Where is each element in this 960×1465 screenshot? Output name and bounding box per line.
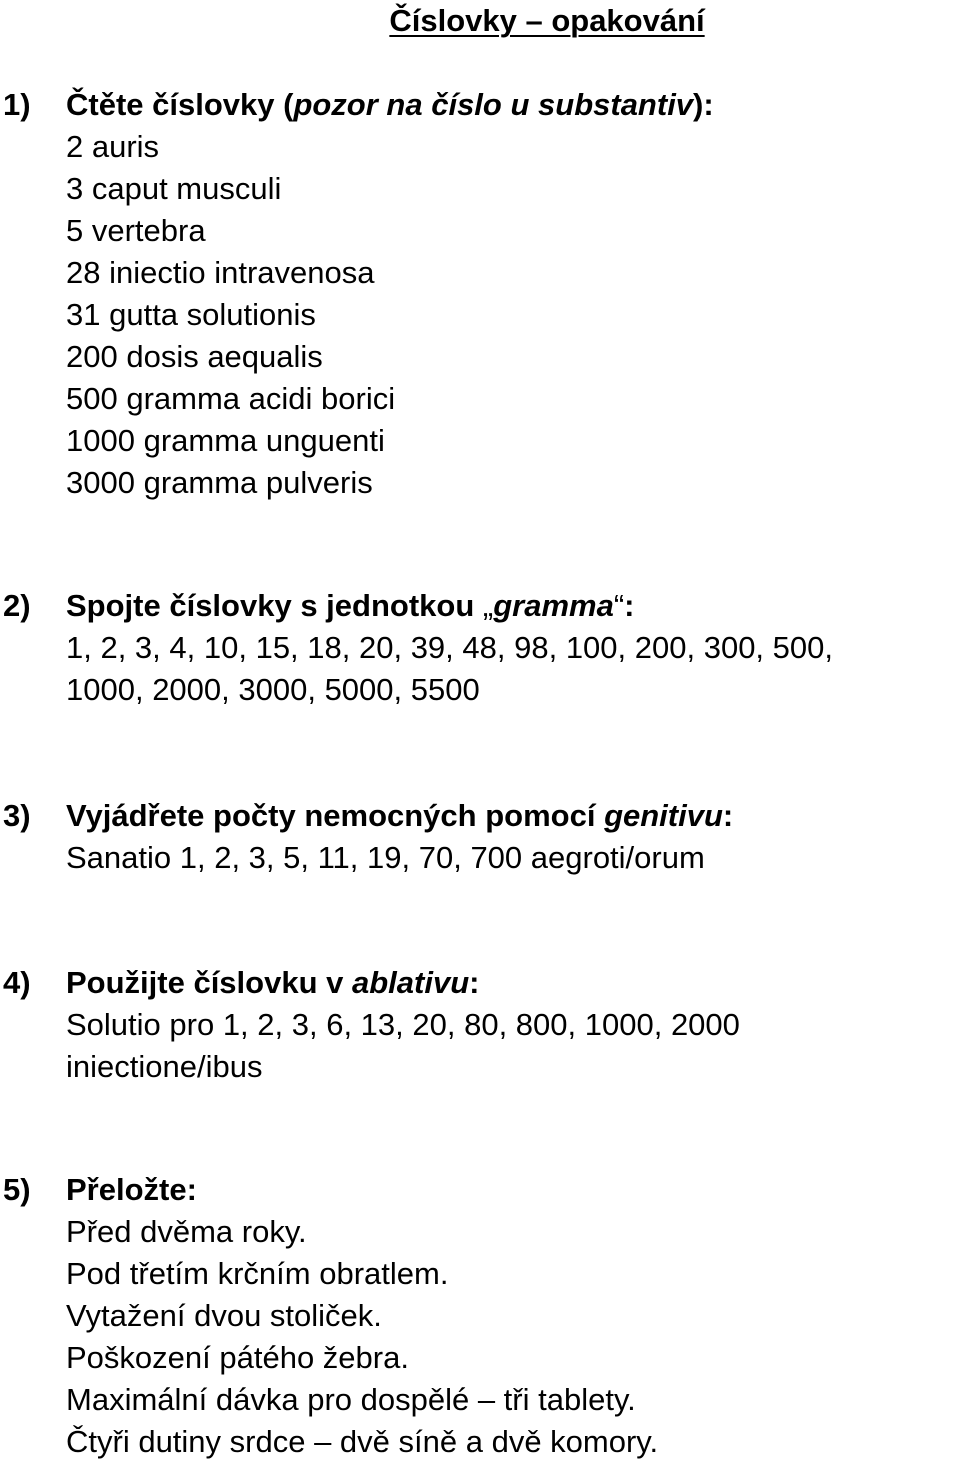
page-title: Číslovky – opakování bbox=[389, 3, 705, 38]
exercise-5-heading-text: Přeložte: bbox=[66, 1172, 197, 1207]
exercise-5 bbox=[0, 1169, 960, 1463]
exercise-4-heading bbox=[0, 962, 960, 1004]
exercise-1-heading bbox=[0, 84, 960, 126]
exercise-4-line: Solutio pro 1, 2, 3, 6, 13, 20, 80, 800, 1000, 2000 bbox=[66, 1007, 740, 1042]
exercise-2-line: 1, 2, 3, 4, 10, 15, 18, 20, 39, 48, 98, 100, 200, 300, 500, bbox=[66, 630, 833, 665]
exercise-2-heading-end: : bbox=[624, 588, 635, 623]
exercise-1-heading-emphasis: pozor na číslo u substantiv bbox=[293, 87, 694, 122]
exercise-4-number: 4) bbox=[3, 965, 31, 1000]
exercise-1 bbox=[0, 84, 960, 504]
translation-sentence: Vytažení dvou stoliček. bbox=[66, 1298, 382, 1333]
exercise-3-heading-emphasis: genitivu bbox=[604, 798, 723, 833]
exercise-1-number: 1) bbox=[3, 87, 31, 122]
exercise-3-heading-end: : bbox=[722, 798, 734, 833]
translation-sentence: Maximální dávka pro dospělé – tři tablety. bbox=[66, 1382, 636, 1417]
exercise-1-heading-text: Čtěte číslovky ( bbox=[66, 87, 294, 122]
exercise-4-heading-text: Použijte číslovku v bbox=[66, 965, 352, 1000]
exercise-4 bbox=[0, 962, 960, 1088]
list-item: 2 auris bbox=[66, 129, 160, 164]
exercise-2-number: 2) bbox=[3, 588, 31, 623]
exercise-3 bbox=[0, 795, 960, 879]
exercise-3-number: 3) bbox=[3, 798, 31, 833]
exercise-2-heading-text: Spojte číslovky s jednotkou bbox=[66, 588, 483, 623]
list-item: 500 gramma acidi borici bbox=[66, 381, 396, 416]
translation-sentence: Poškození pátého žebra. bbox=[66, 1340, 409, 1375]
list-item: 3000 gramma pulveris bbox=[66, 465, 373, 500]
exercise-2-heading-emphasis: gramma bbox=[493, 588, 614, 623]
exercise-2-close-quote: “ bbox=[613, 588, 625, 623]
exercise-2-open-quote: „ bbox=[482, 588, 494, 623]
list-item: 28 iniectio intravenosa bbox=[66, 255, 375, 290]
list-item: 1000 gramma unguenti bbox=[66, 423, 385, 458]
list-item: 3 caput musculi bbox=[66, 171, 282, 206]
list-item: 200 dosis aequalis bbox=[66, 339, 323, 374]
exercise-2-line: 1000, 2000, 3000, 5000, 5500 bbox=[66, 672, 480, 707]
exercise-2-heading bbox=[0, 585, 960, 627]
list-item: 31 gutta solutionis bbox=[66, 297, 316, 332]
exercise-3-heading bbox=[0, 795, 960, 837]
list-item: 5 vertebra bbox=[66, 213, 206, 248]
exercise-4-heading-end: : bbox=[469, 965, 480, 1000]
translation-sentence: Pod třetím krčním obratlem. bbox=[66, 1256, 449, 1291]
exercise-2 bbox=[0, 585, 960, 711]
exercise-4-heading-emphasis: ablativu bbox=[351, 965, 470, 1000]
exercise-1-heading-end: ): bbox=[693, 87, 714, 122]
exercise-5-heading bbox=[0, 1169, 960, 1211]
exercise-5-number: 5) bbox=[3, 1172, 31, 1207]
exercise-3-line: Sanatio 1, 2, 3, 5, 11, 19, 70, 700 aegroti/orum bbox=[66, 840, 705, 875]
exercise-3-heading-text: Vyjádřete počty nemocných pomocí bbox=[66, 798, 605, 833]
exercise-4-line: iniectione/ibus bbox=[66, 1049, 263, 1084]
translation-sentence: Před dvěma roky. bbox=[66, 1214, 307, 1249]
translation-sentence: Čtyři dutiny srdce – dvě síně a dvě komory. bbox=[66, 1424, 659, 1459]
